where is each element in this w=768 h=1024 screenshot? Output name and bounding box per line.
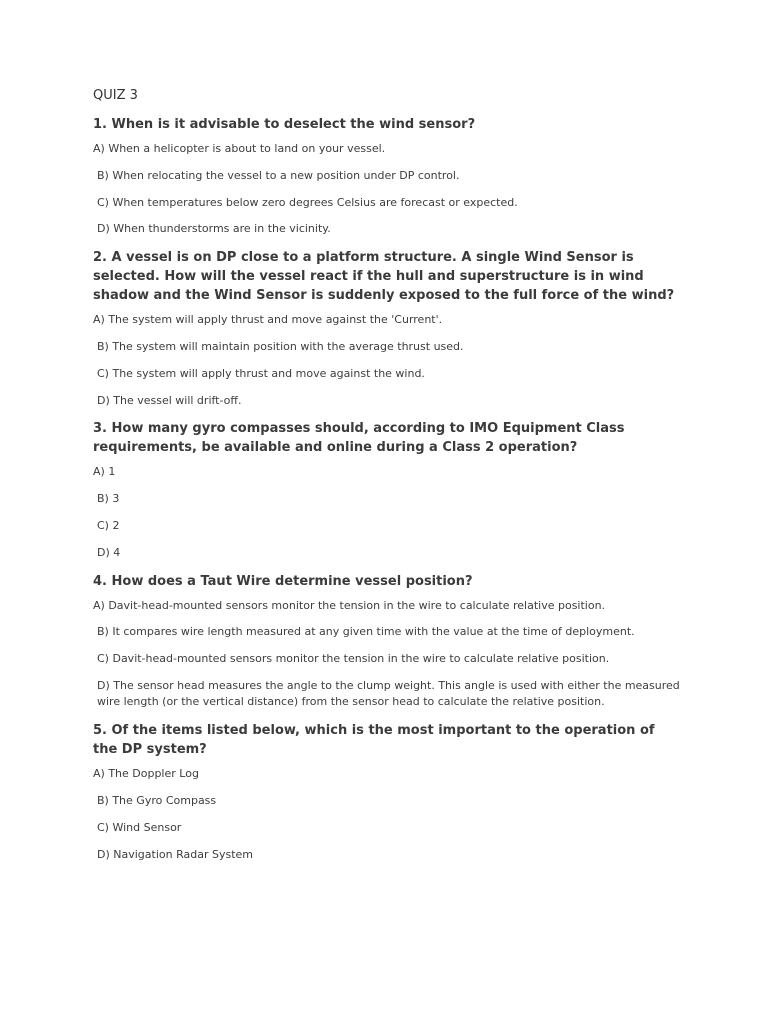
option-3a: A) 1 — [93, 465, 116, 479]
question-block-3 — [93, 419, 683, 561]
option-5b: B) The Gyro Compass — [97, 794, 217, 808]
option-list-1 — [93, 141, 683, 238]
option-list-5 — [93, 766, 683, 863]
option-1c: C) When temperatures below zero degrees Celsius are forecast or expected. — [97, 195, 518, 209]
question-4: 4. How does a Taut Wire determine vessel position? — [93, 573, 473, 589]
question-1: 1. When is it advisable to deselect the wind sensor? — [93, 117, 476, 132]
option-1a: A) When a helicopter is about to land on your vessel. — [93, 142, 386, 155]
option-4c: C) Davit-head-mounted sensors monitor the tension in the wire to calculate relative position. — [97, 652, 610, 666]
option-4d: D) The sensor head measures the angle to the clump weight. This angle is used with either the measured wire length (or the vertical distance) from the sensor head to calculate the relative position. — [97, 678, 680, 709]
question-block-4 — [93, 572, 683, 711]
option-4a: A) Davit-head-mounted sensors monitor the tension in the wire to calculate relative position. — [93, 598, 606, 612]
question-block-2 — [93, 248, 683, 409]
quiz-page — [93, 86, 683, 873]
option-2c: C) The system will apply thrust and move against the wind. — [97, 366, 425, 380]
option-3d: D) 4 — [97, 545, 121, 559]
question-block-1 — [93, 115, 683, 238]
option-1d: D) When thunderstorms are in the vicinity. — [97, 222, 331, 236]
option-3b: B) 3 — [97, 492, 120, 506]
question-5: 5. Of the items listed below, which is the most important to the operation of the DP system? — [93, 723, 655, 758]
option-list-4 — [93, 598, 683, 711]
option-5c: C) Wind Sensor — [97, 820, 182, 834]
option-1b: B) When relocating the vessel to a new position under DP control. — [97, 168, 460, 182]
question-2: 2. A vessel is on DP close to a platform structure. A single Wind Sensor is selected. How will the vessel react if the hull and superstructure is in wind shadow and the Wind Sensor is suddenly exposed to the full force of the wind? — [93, 250, 675, 304]
option-2a: A) The system will apply thrust and move against the 'Current'. — [93, 313, 443, 327]
question-3: 3. How many gyro compasses should, according to IMO Equipment Class requirements, be available and online during a Class 2 operation? — [93, 421, 625, 456]
option-5a: A) The Doppler Log — [93, 767, 199, 781]
option-5d: D) Navigation Radar System — [97, 847, 253, 861]
option-3c: C) 2 — [97, 518, 120, 532]
option-2b: B) The system will maintain position with the average thrust used. — [97, 339, 464, 353]
option-4b: B) It compares wire length measured at any given time with the value at the time of deployment. — [97, 625, 635, 639]
option-2d: D) The vessel will drift-off. — [97, 393, 242, 407]
question-block-5 — [93, 721, 683, 863]
quiz-title: QUIZ 3 — [93, 88, 138, 103]
option-list-2 — [93, 312, 683, 409]
option-list-3 — [93, 464, 683, 561]
